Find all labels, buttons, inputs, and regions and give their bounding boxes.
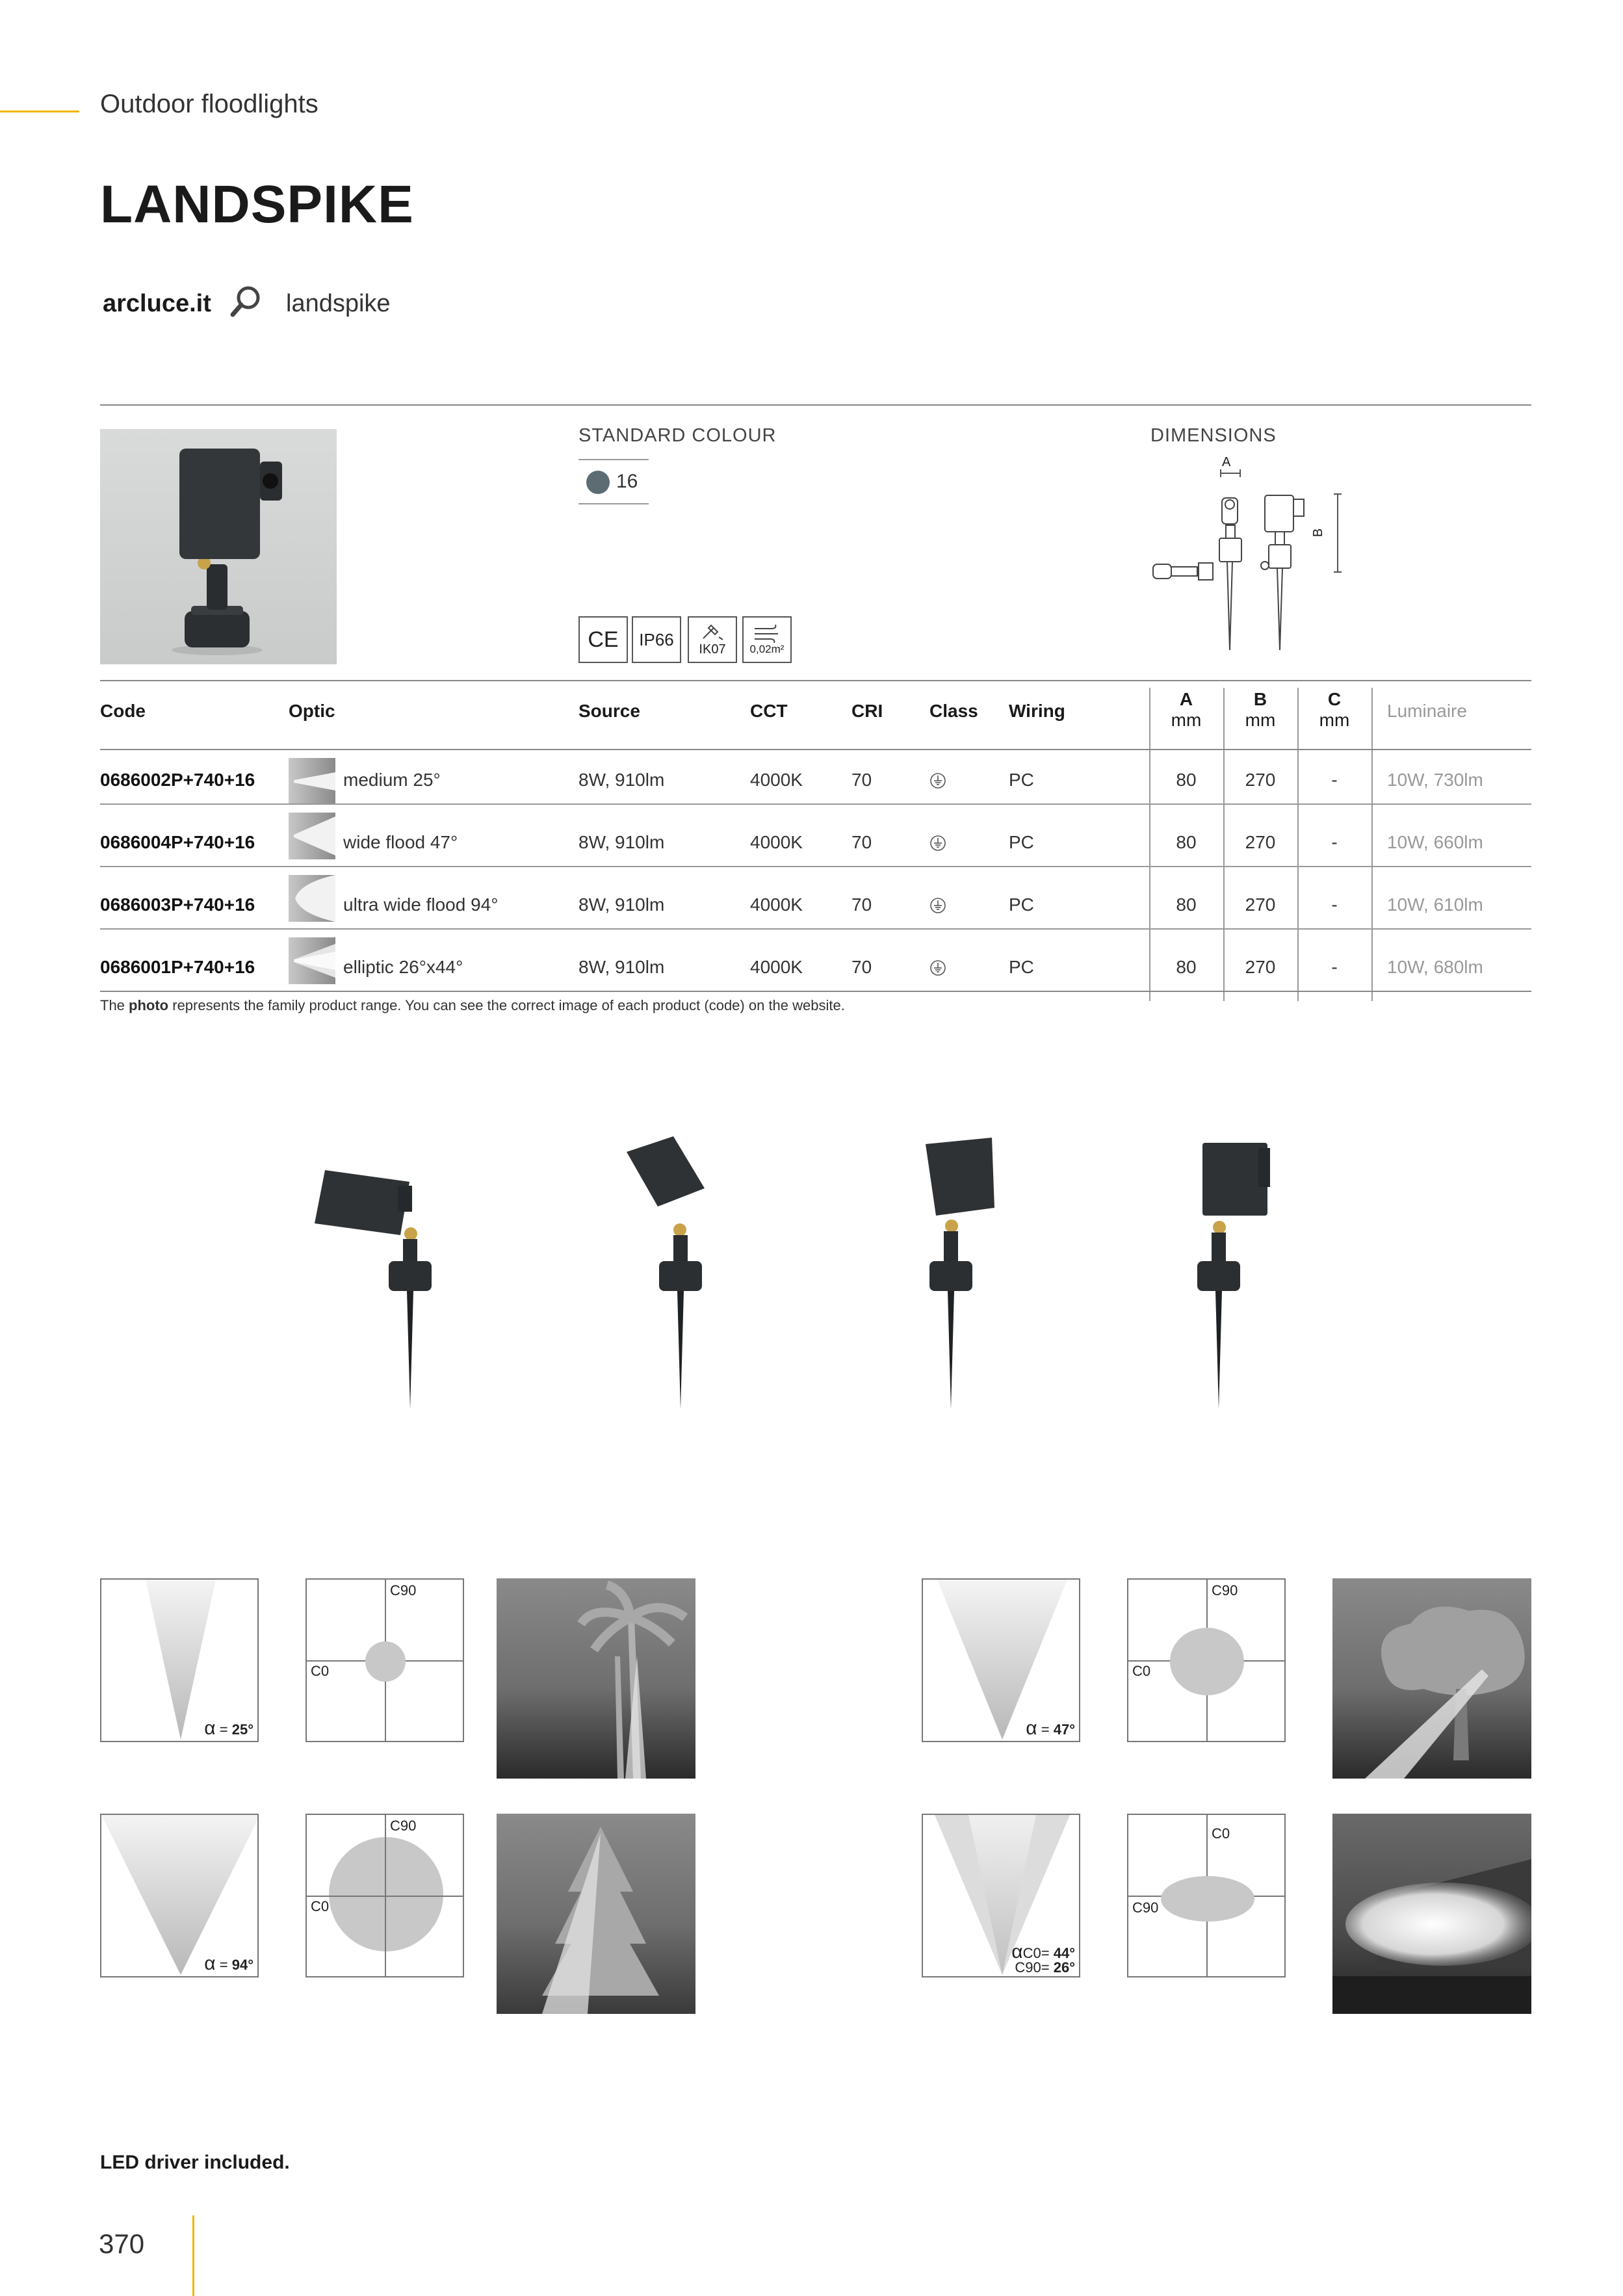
- dimension-a-label: A: [1222, 455, 1231, 469]
- row-luminaire: 10W, 610lm: [1387, 894, 1483, 915]
- colour-rule-bottom: [578, 503, 649, 504]
- row-code: 0686002P+740+16: [100, 770, 255, 790]
- row-optic: wide flood 47°: [343, 832, 458, 852]
- col-header-c: C mm: [1319, 689, 1350, 730]
- isolux-diagram-medium: [305, 1578, 464, 1742]
- row-optic: medium 25°: [343, 770, 441, 790]
- wind-area-icon: [742, 616, 792, 663]
- row-luminaire: 10W, 660lm: [1387, 832, 1483, 852]
- earth-ground-icon: [929, 835, 946, 855]
- wind-area-label: 0,02m²: [749, 643, 785, 655]
- dimensions-diagram: [1144, 455, 1352, 663]
- row-a: 80: [1176, 770, 1197, 790]
- driver-note: LED driver included.: [100, 2152, 290, 2173]
- c90-label: C90: [1212, 1582, 1238, 1598]
- row-source: 8W, 910lm: [578, 957, 665, 977]
- colour-code: 16: [616, 471, 638, 492]
- product-photo: [100, 429, 337, 664]
- beam-angle-label: α = 25°: [204, 1717, 253, 1739]
- c0-label: C0: [311, 1898, 330, 1914]
- optic-ultra-wide-icon: [289, 875, 335, 922]
- row-a: 80: [1176, 894, 1197, 915]
- beam-diagram-medium: [100, 1578, 259, 1742]
- scene-conifer-illustration: [497, 1814, 695, 2014]
- website-link[interactable]: arcluce.it: [103, 290, 211, 317]
- row-c: -: [1331, 770, 1338, 790]
- row-wiring: PC: [1009, 832, 1034, 852]
- row-b: 270: [1245, 957, 1276, 977]
- beam-diagram-ultra-wide: [100, 1814, 259, 1977]
- optic-wide-flood-icon: [289, 813, 335, 859]
- section-label: Outdoor floodlights: [100, 90, 318, 118]
- scene-wall-wash-illustration: [1332, 1814, 1531, 2014]
- beam-angle-label: α = 94°: [204, 1953, 253, 1974]
- page-title: LANDSPIKE: [100, 175, 414, 234]
- col-header-cct: CCT: [750, 701, 788, 721]
- col-header-wiring: Wiring: [1009, 701, 1065, 721]
- c90-label: C90: [1132, 1899, 1159, 1916]
- row-cct: 4000K: [750, 832, 803, 852]
- ce-mark-icon: CE: [578, 616, 628, 663]
- earth-ground-icon: [929, 897, 946, 917]
- isolux-diagram-elliptic: [1127, 1814, 1286, 1977]
- isolux-diagram-wide: [1127, 1578, 1286, 1742]
- row-code: 0686001P+740+16: [100, 957, 255, 977]
- col-header-b: B mm: [1245, 689, 1276, 730]
- row-source: 8W, 910lm: [578, 770, 665, 790]
- table-vsep: [1371, 688, 1373, 1001]
- c0-label: C0: [1212, 1825, 1230, 1842]
- table-row-rule: [100, 803, 1531, 805]
- row-luminaire: 10W, 730lm: [1387, 770, 1483, 790]
- row-cri: 70: [851, 957, 872, 977]
- col-header-source: Source: [578, 701, 640, 721]
- c90-label: C90: [390, 1818, 417, 1834]
- row-c: -: [1331, 832, 1338, 852]
- search-icon: [229, 285, 261, 320]
- optic-medium-icon: [289, 758, 335, 805]
- table-row-rule: [100, 866, 1531, 867]
- col-header-class: Class: [929, 701, 978, 721]
- row-b: 270: [1245, 894, 1276, 915]
- row-wiring: PC: [1009, 957, 1034, 977]
- row-code: 0686003P+740+16: [100, 894, 255, 915]
- row-b: 270: [1245, 770, 1276, 790]
- standard-colour-heading: STANDARD COLOUR: [578, 425, 777, 446]
- row-a: 80: [1176, 957, 1197, 977]
- row-cct: 4000K: [750, 957, 803, 977]
- table-header-rule: [100, 749, 1531, 750]
- row-luminaire: 10W, 680lm: [1387, 957, 1483, 977]
- table-row-rule: [100, 928, 1531, 930]
- c0-label: C0: [1132, 1663, 1151, 1679]
- earth-ground-icon: [929, 772, 946, 792]
- isolux-diagram-ultra-wide: [305, 1814, 464, 1977]
- col-unit-c: mm: [1319, 710, 1350, 730]
- row-cri: 70: [851, 770, 872, 790]
- colour-swatch-icon: [586, 471, 610, 494]
- page-number: 370: [99, 2228, 145, 2259]
- dimensions-heading: DIMENSIONS: [1150, 425, 1277, 446]
- ik-rating-label: IK07: [699, 642, 726, 657]
- row-b: 270: [1245, 832, 1276, 852]
- row-code: 0686004P+740+16: [100, 832, 255, 852]
- optic-elliptic-icon: [289, 937, 335, 984]
- row-wiring: PC: [1009, 770, 1034, 790]
- col-header-luminaire: Luminaire: [1387, 701, 1467, 721]
- col-unit-b: mm: [1245, 710, 1276, 730]
- col-unit-a: mm: [1171, 710, 1202, 730]
- row-cri: 70: [851, 832, 872, 852]
- product-variants-illustration: [286, 1131, 1300, 1417]
- beam-diagram-elliptic: [922, 1814, 1080, 1977]
- row-optic: ultra wide flood 94°: [343, 894, 499, 915]
- ip-rating-badge: IP66: [632, 616, 681, 663]
- row-optic: elliptic 26°x44°: [343, 957, 463, 977]
- table-bottom-rule: [100, 991, 1531, 992]
- section-divider: [100, 404, 1531, 406]
- row-wiring: PC: [1009, 894, 1034, 915]
- col-header-optic: Optic: [289, 701, 335, 721]
- table-top-rule: [100, 680, 1531, 681]
- row-cri: 70: [851, 894, 872, 915]
- col-header-cri: CRI: [851, 701, 883, 721]
- scene-palm-illustration: [497, 1578, 695, 1779]
- row-c: -: [1331, 957, 1338, 977]
- row-cct: 4000K: [750, 770, 803, 790]
- row-source: 8W, 910lm: [578, 832, 665, 852]
- beam-diagram-wide: [922, 1578, 1080, 1742]
- colour-rule-top: [578, 459, 649, 460]
- row-c: -: [1331, 894, 1338, 915]
- col-header-code: Code: [100, 701, 146, 721]
- c90-label: C90: [390, 1582, 417, 1598]
- ik-rating-icon: [688, 616, 737, 663]
- scene-tree-illustration: [1332, 1578, 1531, 1779]
- earth-ground-icon: [929, 959, 946, 980]
- photo-note: The photo represents the family product range. You can see the correct image of each product (code) on the website.: [100, 997, 845, 1013]
- row-source: 8W, 910lm: [578, 894, 665, 915]
- footer-accent-line: [192, 2215, 194, 2296]
- c0-label: C0: [311, 1663, 330, 1679]
- search-term: landspike: [286, 290, 391, 317]
- header-accent-line: [0, 111, 79, 112]
- row-cct: 4000K: [750, 894, 803, 915]
- col-header-a: A mm: [1171, 689, 1202, 730]
- beam-angle-label: α = 47°: [1026, 1717, 1075, 1739]
- row-a: 80: [1176, 832, 1197, 852]
- dimension-b-label: B: [1311, 528, 1326, 538]
- beam-angle-label: αC0= 44° C90= 26°: [1011, 1941, 1075, 1976]
